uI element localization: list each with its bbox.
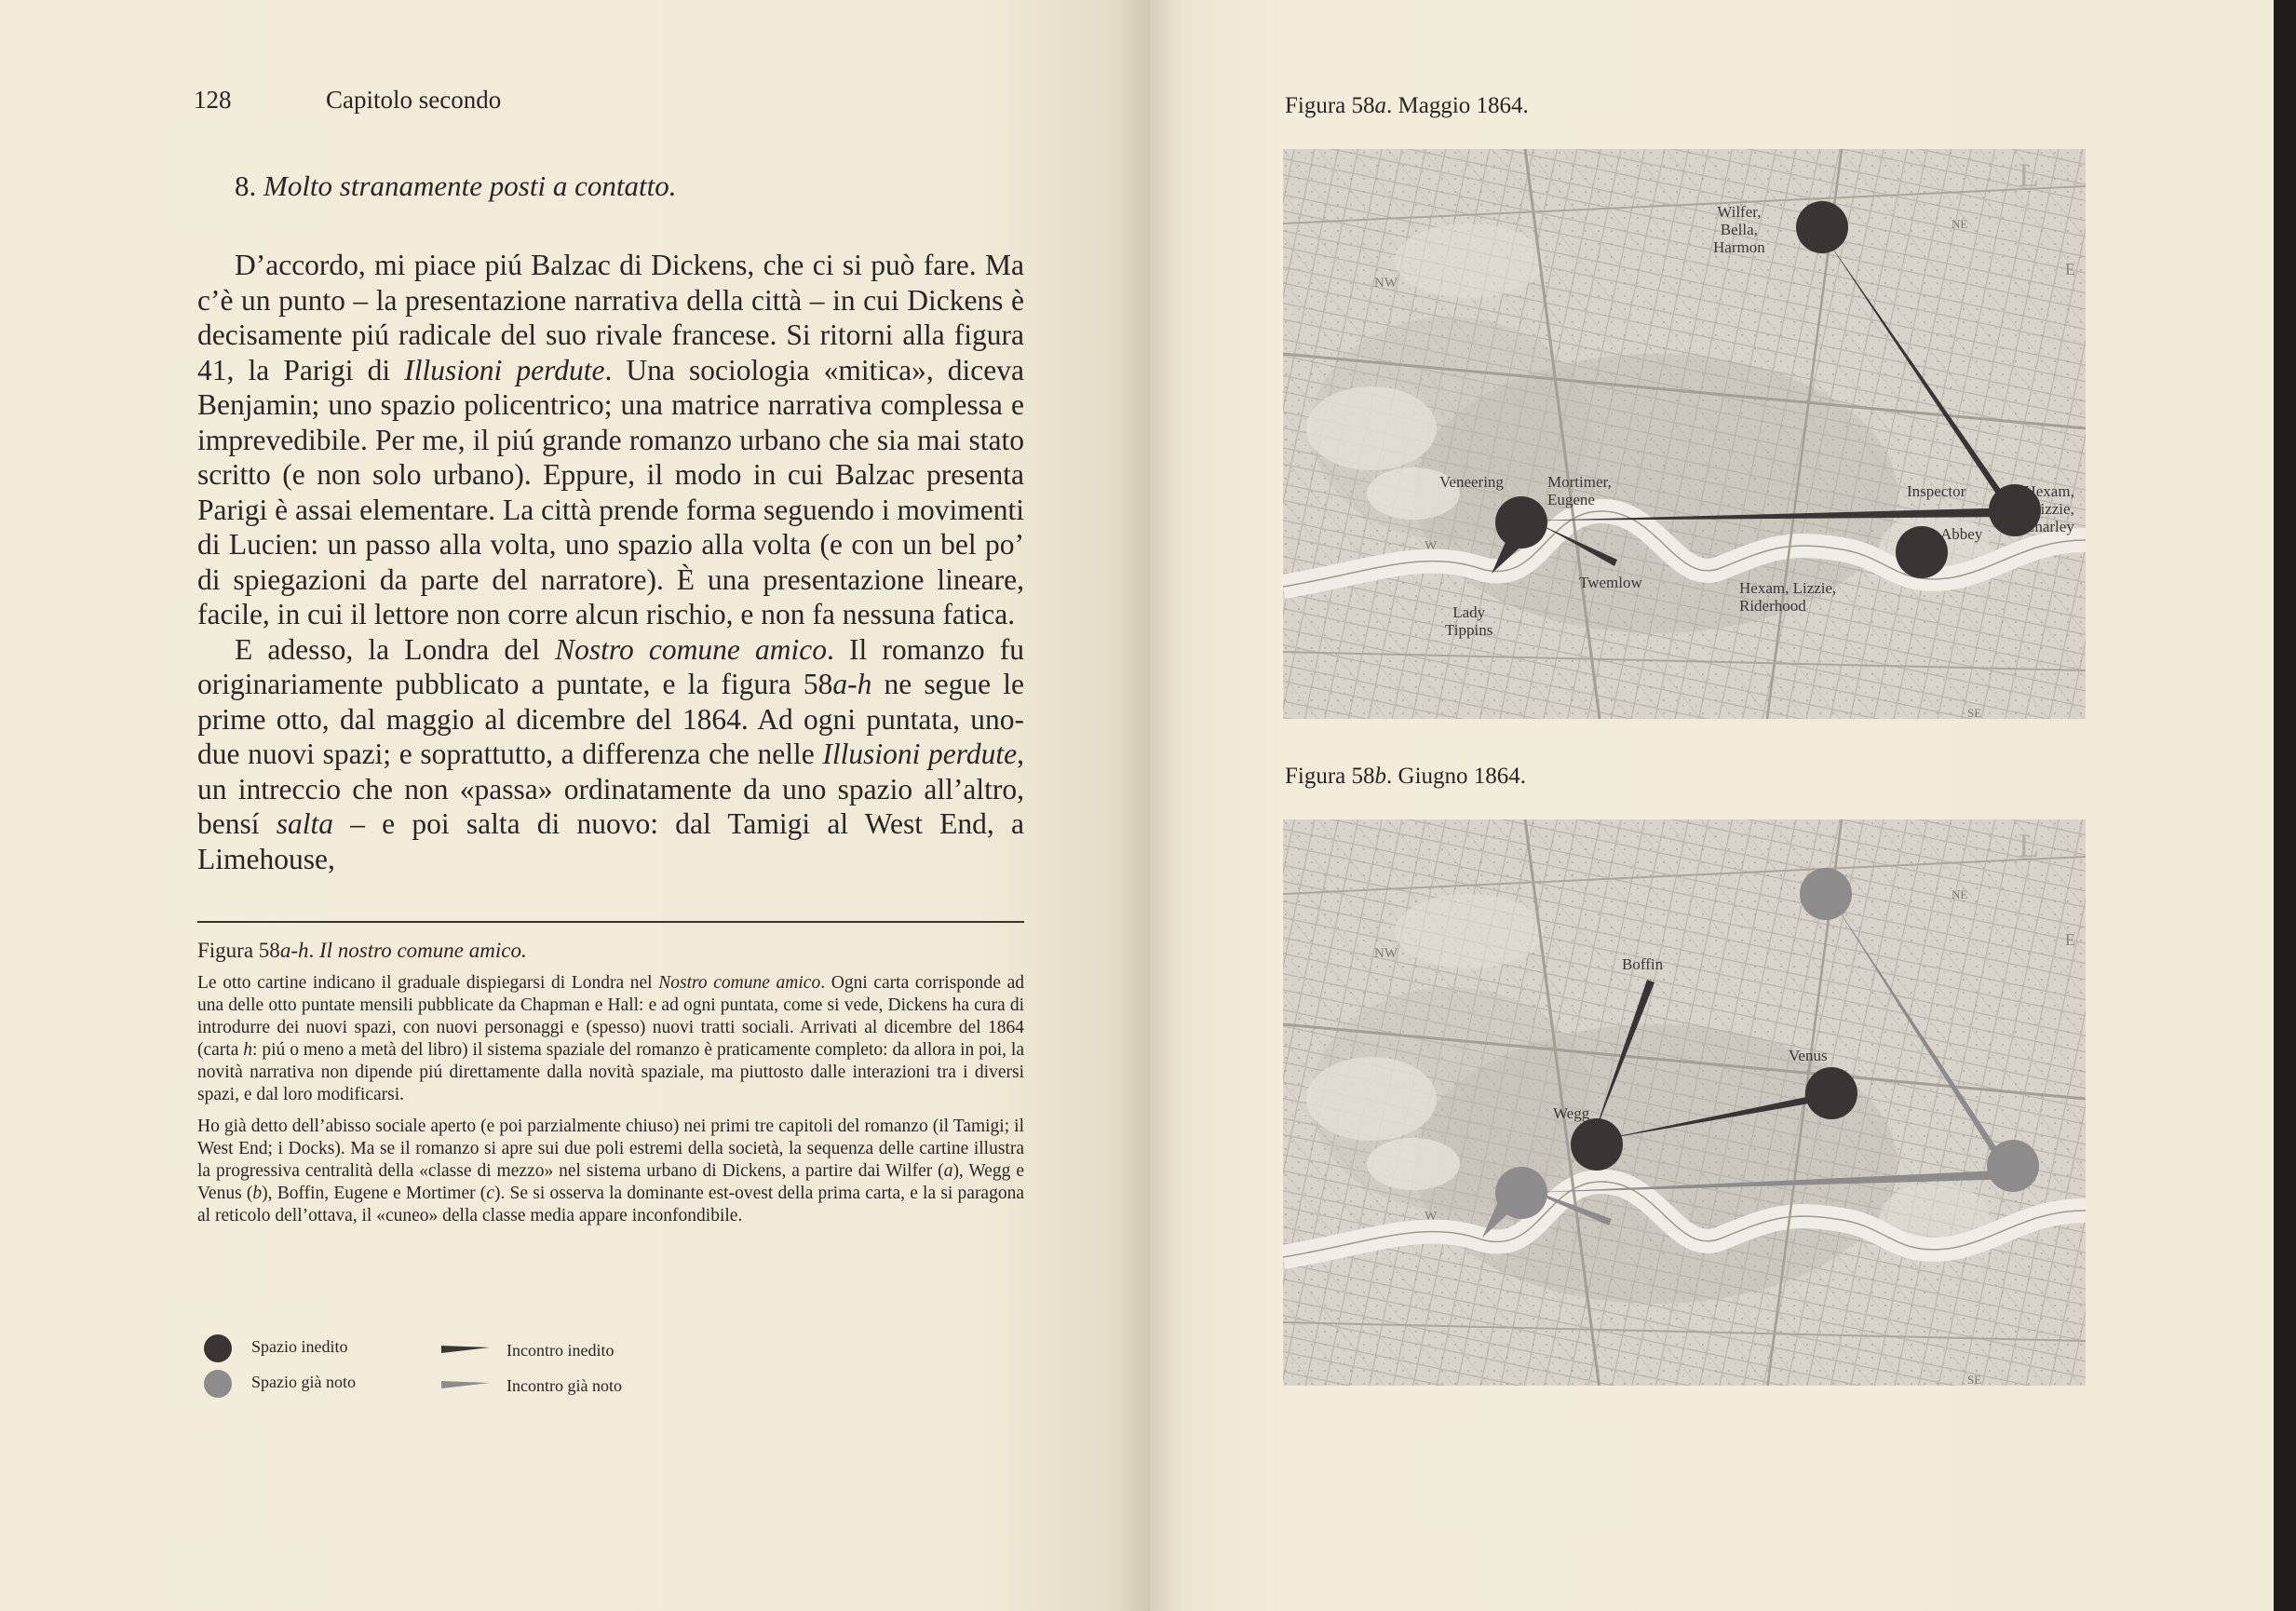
- label-line: Tippins: [1445, 621, 1493, 639]
- label-hexam-east: [2024, 482, 2074, 535]
- figure-label-letter: a: [1374, 93, 1387, 118]
- text-run: ). Se si osserva la dominante est-ovest della prima carta, e la si paragona al reticolo dell’ottava, il «cuneo» della classe media appare inconfondibile.: [197, 1184, 1024, 1225]
- figure-caption: [197, 939, 1024, 1237]
- figure-label-b: [1285, 764, 1526, 790]
- svg-text:E: E: [2065, 260, 2075, 278]
- svg-text:L: L: [2019, 156, 2039, 194]
- label-line: Eugene: [1547, 491, 1595, 508]
- new-encounter-wedge-icon: [441, 1343, 490, 1356]
- label-veneering: Veneering: [1439, 473, 1504, 491]
- caption-paragraph: [197, 972, 1024, 1106]
- italic-run: h: [243, 1040, 253, 1060]
- label-line: Hexam, Lizzie,: [1739, 579, 1837, 597]
- book-cover-edge: [2274, 0, 2296, 1611]
- text-run: – e poi salta di nuovo: dal Tamigi al West End, a Limehouse,: [197, 807, 1024, 875]
- text-run: Ho già detto dell’abisso sociale aperto (e poi parzialmente chiuso) nei primi tre capitoli del romanzo (il Tamigi; il West End; i Docks). Ma se il romanzo si apre sui due poli estremi della società, la sequenza delle cartine illustra la progressiva centralità della «classe di mezzo» nel sistema urbano di Dickens, a partire dai Wilfer (: [197, 1117, 1024, 1181]
- svg-text:NE: NE: [1952, 217, 1968, 231]
- figure-label-date: . Giugno 1864.: [1386, 764, 1527, 789]
- italic-run: Illusioni perdute: [822, 738, 1018, 770]
- label-boffin: Boffin: [1622, 955, 1664, 973]
- label-line: Mortimer,: [1547, 473, 1612, 491]
- label-line: Hexam,: [2024, 482, 2074, 500]
- italic-run: Nostro comune amico: [658, 973, 821, 993]
- label-line: Wilfer,: [1717, 203, 1762, 221]
- chapter-title: Capitolo secondo: [326, 86, 502, 114]
- page-number: 128: [194, 86, 232, 114]
- italic-run: a-h: [832, 668, 872, 700]
- legend-new-encounter: Incontro inedito: [506, 1341, 615, 1360]
- text-run: ), Wegg e Venus (: [197, 1161, 1025, 1203]
- section-title: Molto stranamente posti a contatto.: [263, 169, 677, 202]
- text-run: , un intreccio che non «passa» ordinatamente da uno spazio all’altro, bensí: [197, 738, 1024, 840]
- known-encounter-wedge-icon: [441, 1378, 490, 1391]
- space-wilfer: [1796, 201, 1848, 253]
- text-run: . Il romanzo fu originariamente pubblicato a puntate, e la figura 58: [197, 632, 1024, 700]
- legend-known-encounter: Incontro già noto: [506, 1376, 622, 1395]
- map-figure-a: [1283, 149, 2086, 719]
- svg-text:L: L: [2019, 827, 2039, 864]
- body-paragraph: [197, 248, 1024, 632]
- caption-title-book: Il nostro comune amico: [318, 939, 521, 962]
- caption-title-separator: .: [308, 939, 319, 962]
- label-line: Charley: [2024, 518, 2074, 535]
- london-map-b: [1283, 819, 2086, 1386]
- label-line: Lady: [1452, 603, 1486, 621]
- label-hexam-river: [1739, 579, 1836, 615]
- italic-run: salta: [276, 807, 333, 840]
- label-line: Bella,: [1720, 221, 1758, 238]
- italic-run: a: [943, 1161, 953, 1181]
- london-map-a: [1283, 149, 2086, 719]
- space-known-wilfer: [1800, 868, 1852, 920]
- figure-label-a: [1285, 93, 1529, 119]
- text-run: . Una sociologia «mitica», diceva Benjamin; uno spazio policentrico; una matrice narrativa complessa e imprevedibile. Per me, il piú grande romanzo urbano che sia mai stato scritto (e non solo urbano). Eppure, il modo in cui Balzac presenta Parigi è assai elementare. La città prende forma seguendo i movimenti di Lucien: un passo alla volta, uno spazio alla volta (e con un bel po’ di spiegazioni da parte del narratore). È una presentazione lineare, facile, in cui il lettore non corre alcun rischio, e non fa nessuna fatica.: [197, 353, 1024, 630]
- text-run: ), Boffin, Eugene e Mortimer (: [262, 1184, 487, 1203]
- svg-text:W: W: [1425, 539, 1438, 553]
- svg-text:NW: NW: [1374, 946, 1398, 961]
- footnote-rule: [197, 921, 1024, 923]
- body-paragraph: [197, 632, 1024, 877]
- label-line: Riderhood: [1739, 597, 1806, 615]
- svg-text:NW: NW: [1374, 276, 1398, 291]
- italic-run: b: [252, 1184, 263, 1203]
- legend-known-space: Spazio già noto: [251, 1373, 356, 1391]
- right-page: [1150, 0, 2274, 1611]
- text-run: D’accordo, mi piace piú Balzac di Dickens, che ci si può fare. Ma c’è un punto – la presentazione narrativa della città – in cui Dickens è decisamente piú radicale del suo rivale francese. Si ritorni alla figura 41, la Parigi di: [197, 249, 1024, 386]
- svg-text:E: E: [2065, 930, 2075, 949]
- svg-text:SE: SE: [1967, 706, 1982, 719]
- label-line: Harmon: [1713, 238, 1765, 256]
- space-known-veneering: [1495, 1167, 1547, 1219]
- text-run: Le otto cartine indicano il graduale dispiegarsi di Londra nel: [197, 973, 659, 993]
- italic-run: Nostro comune amico: [555, 632, 827, 666]
- space-wegg: [1571, 1118, 1623, 1171]
- section-heading: [235, 169, 676, 203]
- map-figure-b: [1283, 819, 2086, 1386]
- caption-title: [197, 939, 1024, 963]
- section-number: 8.: [235, 169, 257, 202]
- new-space-dot-icon: [204, 1334, 232, 1362]
- caption-paragraph: [197, 1116, 1024, 1227]
- label-inspector: Inspector: [1907, 482, 1966, 500]
- figure-label-text: Figura 58: [1285, 93, 1375, 118]
- space-veneering: [1495, 496, 1547, 548]
- italic-run: Illusioni perdute: [404, 353, 605, 386]
- figure-label-letter: b: [1374, 764, 1387, 789]
- label-twemlow: Twemlow: [1579, 574, 1642, 591]
- caption-title-text: Figura 58: [197, 939, 280, 962]
- svg-text:SE: SE: [1967, 1373, 1982, 1386]
- italic-run: c: [486, 1184, 494, 1203]
- text-run: : piú o meno a metà del libro) il sistema spaziale del romanzo è praticamente completo: da allora in poi, la novità narrativa non dipende piú direttamente dalla novità spaziale, ma piuttosto dalle interazioni tra i diversi spazi, e dal loro modificarsi.: [197, 1040, 1024, 1104]
- label-mortimer: [1547, 473, 1612, 508]
- text-run: ne segue le prime otto, dal maggio al dicembre del 1864. Ad ogni puntata, uno-due nuovi spazi; e soprattutto, a differenza che nelle: [197, 668, 1024, 770]
- space-venus: [1805, 1067, 1857, 1119]
- svg-text:NE: NE: [1952, 887, 1968, 901]
- label-lady-tippins: [1445, 603, 1492, 639]
- label-venus: Venus: [1789, 1047, 1828, 1064]
- body-text: [197, 248, 1024, 876]
- space-known-hexam: [1987, 1140, 2039, 1192]
- figure-label-date: . Maggio 1864.: [1386, 93, 1529, 118]
- known-space-dot-icon: [204, 1370, 232, 1398]
- label-wilfer: [1713, 203, 1765, 256]
- label-abbey: Abbey: [1940, 525, 1983, 543]
- label-wegg: Wegg: [1553, 1104, 1590, 1122]
- caption-title-end: .: [520, 939, 527, 962]
- svg-text:W: W: [1425, 1210, 1438, 1224]
- map-legend: [197, 1332, 719, 1415]
- legend-new-space: Spazio inedito: [251, 1337, 348, 1356]
- label-line: Lizzie,: [2031, 500, 2074, 518]
- text-run: . Ogni carta corrisponde ad una delle otto puntate mensili pubblicate da Chapman e Hall: e ad ogni puntata, come si vede, Dickens ha cura di introdurre dei nuovi spazi, con nuovi personaggi e (spesso) nuovi tratti sociali. Arrivati al dicembre del 1864 (carta: [197, 973, 1024, 1060]
- figure-label-text: Figura 58: [1285, 764, 1375, 789]
- caption-title-suffix: a-h: [279, 939, 309, 962]
- text-run: E adesso, la Londra del: [235, 632, 556, 666]
